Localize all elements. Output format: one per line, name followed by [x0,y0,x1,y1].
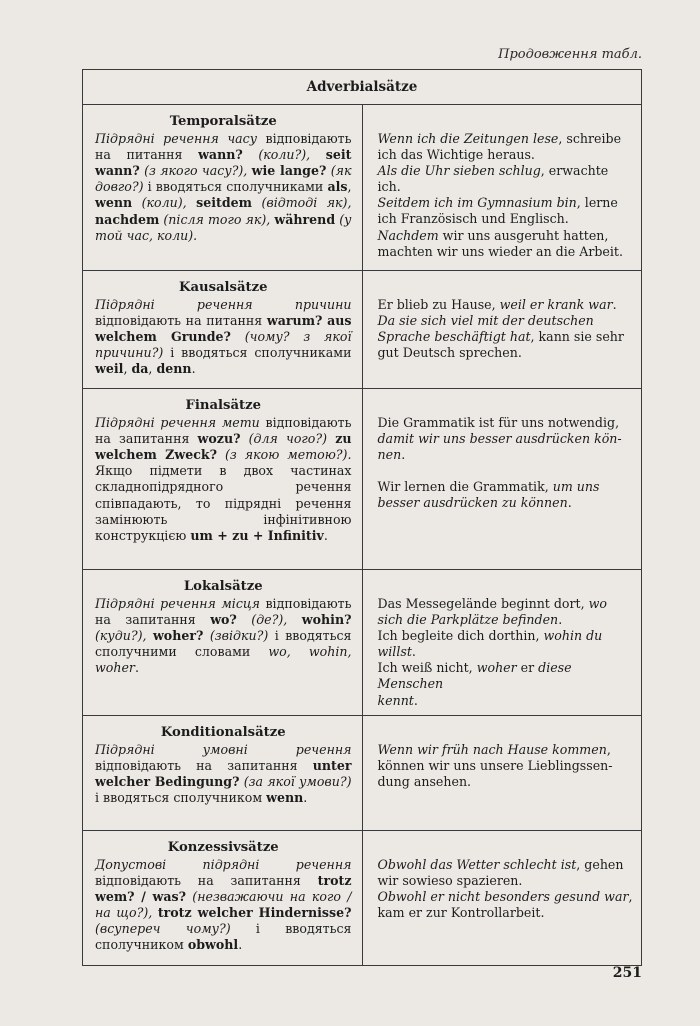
text-run: . [413,692,418,708]
text-run: і вводяться сполучними словами [95,628,352,660]
text-run: wohin? [301,612,352,628]
text-run: (всупереч чому?) [95,921,231,937]
text-run: gut Deutsch sprechen. [377,345,522,361]
example-line [378,228,634,244]
example-line [378,758,634,774]
example-line [378,873,634,889]
text-run: (після того як), [163,211,271,227]
text-run: nachdem [95,211,160,227]
text-run [243,147,259,162]
text-run [287,612,301,627]
text-run: . [303,790,308,806]
text-run: seit wann? [95,147,352,179]
example-line [378,628,634,644]
text-run: Er blieb zu Hause, [377,297,500,312]
text-run: відповідають на запитання [95,872,318,888]
text-run: wozu? [197,431,241,447]
example-line [378,463,634,479]
text-run: Obwohl das Wetter schlecht ist [377,856,577,872]
example-cell [362,271,642,389]
text-run: willst [377,644,412,660]
text-run: , [148,361,157,377]
example-line [378,447,634,463]
table-row [83,271,642,389]
example-line [378,612,634,628]
example-cell [362,570,642,716]
text-run: (коли), [141,195,187,211]
table-row [83,570,642,716]
text-run: Ich weiß nicht, [377,660,477,676]
example-line [378,131,634,147]
example-cell [362,389,642,570]
example-line [378,147,634,163]
text-run: і вводяться сполучниками [163,345,352,361]
clause-description-cell [83,389,363,570]
example-cell [362,105,642,271]
text-run: і вводяться сполучником [95,921,352,953]
text-run: . [191,361,196,377]
text-run [132,195,141,210]
text-run: Sprache beschäftigt hat [377,329,531,345]
text-run [217,447,225,462]
example-line [378,889,634,905]
text-run: Als die Uhr sieben schlug [377,163,541,179]
text-run: wo [588,596,607,611]
text-run: Wir lernen die Grammatik, [377,479,553,495]
text-run: (відтоді як), [261,195,352,211]
text-run: obwohl [187,937,239,953]
clause-description-cell [83,570,363,716]
example-line [378,742,634,758]
text-run: wir uns ausgeruht hatten, [438,227,609,243]
text-run: і вводяться сполучником [95,790,267,806]
text-run: відповідають на питання [95,131,352,163]
text-run: seitdem [196,195,252,211]
example-line [378,479,634,495]
example-line [378,244,634,260]
text-run: , [123,361,132,377]
text-run: (для чого?) [248,431,328,447]
clause-type-title: Konditionalsätze [160,724,286,740]
text-run: . [411,644,416,660]
text-run: aus welchem Grunde? [95,313,352,345]
table-body [83,105,642,966]
text-run: er [516,660,539,676]
table-row [83,105,642,271]
example-line [378,596,634,612]
example-line [378,163,634,195]
text-run: um + zu + Infinitiv [190,527,324,543]
text-run: . [401,447,406,463]
text-run: (де?), [251,612,288,628]
clause-description-cell [83,715,363,830]
text-run: Obwohl er nicht besonders gesund war [377,888,629,904]
example-line [378,693,634,709]
text-run [237,612,251,627]
text-run: Допустові підрядні речення [95,856,352,872]
table-row [83,715,642,830]
text-run: denn [156,361,192,377]
text-run: . [323,527,328,543]
text-run: (з якою метою?). [225,447,352,463]
text-run: kennt [377,692,414,708]
text-run: zu welchem Zweck? [95,431,352,463]
text-run: (коли?), [258,147,311,163]
text-run: і вводяться сполучниками [143,179,328,195]
text-run: Nachdem [377,227,439,243]
text-run: trotz wem? / was? [95,872,352,904]
text-run: , gehen [576,856,624,872]
text-run: unter welcher Bedingung? [95,757,352,789]
text-run: kam er zur Kontrollarbeit. [377,904,545,920]
clause-type-title: Kausalsätze [178,280,268,295]
text-run: . [238,937,243,953]
text-run: Wenn wir früh nach Hause kommen [377,741,607,757]
text-run: , [347,179,352,195]
text-run: відповідають на запитання [95,415,352,447]
text-run: (чому? з якої причини?) [95,329,352,361]
text-run: als [327,179,348,195]
text-run: warum? [266,313,323,329]
text-run [240,431,248,446]
text-run: wohin du [543,628,603,644]
adverbial-clauses-table [82,69,642,966]
example-line [378,345,634,361]
text-run: (куди?), [95,628,147,644]
example-line [378,644,634,660]
text-run: wo? [210,612,237,628]
text-run: Das Messegelände beginnt dort, [377,596,589,611]
text-run: ich das Wichtige heraus. [377,147,535,163]
text-run: відповідають на питання [95,313,267,329]
text-run: sich die Parkplätze befinden [377,612,559,628]
example-cell [362,715,642,830]
example-line [378,329,634,345]
text-run: wo, wohin, woher [95,644,352,676]
text-run: um uns [552,479,600,495]
text-run: . [558,612,563,628]
text-run: weil [95,361,124,377]
text-run: відповідають на запитання [95,757,313,773]
text-run: , schreibe [558,131,622,146]
text-run: weil er krank war [499,297,613,312]
text-run: Підрядні умовні речення [95,741,352,757]
text-run: Підрядні речення причини [95,297,352,313]
text-run: . [134,660,139,676]
text-run: Da sie sich viel mit der deutschen [377,313,594,329]
text-run: , [628,888,633,904]
clause-description-cell [83,271,363,389]
text-run: da [131,361,149,377]
continuation-note: Продовження табл. [498,47,642,62]
text-run: wie lange? [251,163,327,179]
text-run: Якщо підмети в двох частинах складнопідрядного речення співпадають, то підрядні речення замінюють інфінітивною конструкцією [95,463,352,543]
text-run [327,431,335,446]
clause-type-title: Finalsätze [185,398,261,413]
text-run: Підрядні речення місця [95,596,260,612]
text-run: besser ausdrücken zu können [377,495,568,511]
text-run [187,195,196,210]
text-run: , lerne [576,195,618,211]
text-run: können wir uns unsere Lieblingssen- [377,757,613,773]
text-run: . [612,297,617,312]
example-line [378,857,634,873]
text-run: Ich begleite dich dorthin, [377,628,544,644]
text-run: ich Französisch und Englisch. [377,211,569,227]
text-run: woher? [152,628,204,644]
clause-type-title: Lokalsätze [183,579,263,594]
text-run: Wenn ich die Zeitungen lese [377,131,559,146]
text-run: wenn [266,790,304,806]
text-run: (незважаючи на кого / на що?), [95,888,352,921]
example-line [378,297,634,313]
table-row [83,389,642,570]
table-title: Adverbialsätze [83,70,642,105]
example-line [378,195,634,211]
text-run: (з якого часу?), [144,163,248,179]
example-line [378,211,634,227]
text-run: Підрядні речення часу [95,131,258,147]
text-run: während [274,211,336,227]
example-line [378,660,634,692]
text-run: , kann sie sehr [530,329,624,345]
clause-description-cell [83,830,363,965]
example-line [378,313,634,329]
text-run: (звідки?) [209,628,269,644]
text-run: wenn [95,195,133,211]
text-run: diese Menschen [377,660,572,692]
text-run: (як довго?) [95,163,352,195]
example-line [378,905,634,921]
text-run: woher [476,660,517,676]
example-line [378,415,634,431]
text-run: (за якої умови?) [243,773,352,789]
page-number: 251 [612,965,642,981]
text-run [231,329,245,344]
clause-type-title: Temporalsätze [169,114,277,129]
text-run: nen [377,447,402,463]
example-line [378,431,634,447]
clause-type-title: Konzessivsätze [167,839,279,855]
table-row [83,830,642,965]
text-run: trotz welcher Hindernisse? [157,905,352,921]
example-cell [362,830,642,965]
text-run: wann? [198,147,243,163]
example-line [378,774,634,790]
text-run: machten wir uns wieder an die Arbeit. [377,243,623,259]
text-run: damit wir uns besser ausdrücken kön- [377,431,622,447]
text-run: dung ansehen. [377,773,472,789]
text-run: wir sowieso spazieren. [377,872,523,888]
text-run [310,147,326,162]
text-run: Die Grammatik ist für uns notwendig, [377,415,620,430]
text-run: Seitdem ich im Gymnasium bin [377,195,577,211]
text-run: (у той час, коли). [95,211,352,243]
text-run: . [567,495,572,511]
text-run: відповідають на запитання [95,596,352,628]
text-run: , [606,741,611,757]
clause-description-cell [83,105,363,271]
text-run: , erwachte ich. [377,163,609,195]
example-line [378,495,634,511]
text-run: Підрядні речення мети [95,415,260,431]
